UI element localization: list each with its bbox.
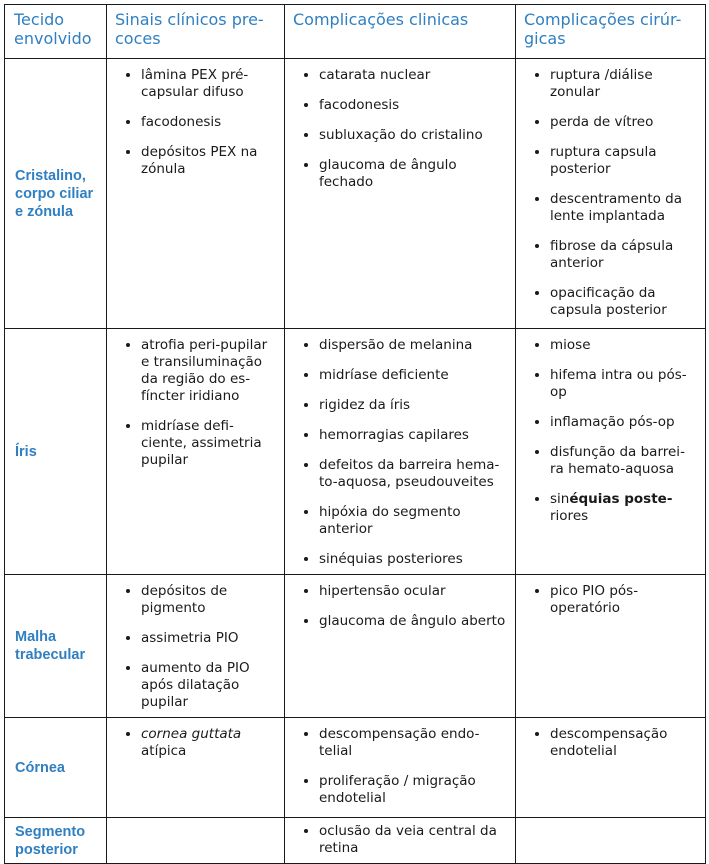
list-item: • disfunção da barrei-ra hemato-aquosa [550, 444, 697, 478]
list-item: • descompensação endotelial [550, 726, 697, 760]
signs-cell [107, 718, 285, 818]
list-item: • aumento da PIO após dilatação pupilar [141, 660, 276, 711]
pex-complications-table [4, 4, 706, 864]
list-item: • depósitos de pigmento [141, 583, 276, 617]
list-item: • perda de vítreo [550, 114, 697, 131]
list-item: • oclusão da veia central da retina [319, 823, 507, 857]
list-item: • glaucoma de ângulo aberto [319, 613, 507, 630]
list-item-rest: atípica [141, 743, 187, 759]
signs-cell [107, 329, 285, 575]
list-item: • atrofia peri-pupilar e transiluminação da região do es-fíncter iridiano [141, 337, 276, 405]
list-item: • midríase defi-ciente, assimetria pupilar [141, 418, 276, 469]
list-item-rest: riores [550, 508, 589, 524]
header-clinical-complications: Complicações clinicas [285, 5, 516, 59]
signs-cell [107, 818, 285, 864]
header-row [5, 5, 706, 59]
list-item: • miose [550, 337, 697, 354]
list-item: • sinéquias posteriores [319, 551, 507, 568]
signs-cell [107, 575, 285, 718]
list-item: • hipertensão ocular [319, 583, 507, 600]
list-item-italic: cornea guttata [141, 726, 242, 742]
list-item: • ruptura capsula posterior [550, 144, 697, 178]
tissue-cell: Íris [5, 329, 107, 575]
surgical-cell [516, 329, 706, 575]
list-item: • facodonesis [319, 97, 507, 114]
tissue-cell: Córnea [5, 718, 107, 818]
clinical-cell [285, 329, 516, 575]
list-item: • midríase deficiente [319, 367, 507, 384]
list-item: • descentramento da lente implantada [550, 191, 697, 225]
list-item-bold: équias poste- [569, 491, 673, 507]
list-item: • depósitos PEX na zónula [141, 144, 276, 178]
list-item: • ruptura /diálise zonular [550, 67, 697, 101]
list-item: • facodonesis [141, 114, 276, 131]
surgical-cell [516, 575, 706, 718]
list-item: • hemorragias capilares [319, 427, 507, 444]
list-item: • subluxação do cristalino [319, 127, 507, 144]
header-tissue: Tecido envolvido [5, 5, 107, 59]
list-item: • lâmina PEX pré-capsular difuso [141, 67, 276, 101]
list-item: • assimetria PIO [141, 630, 276, 647]
clinical-cell [285, 718, 516, 818]
table-row [5, 575, 706, 718]
table-row [5, 718, 706, 818]
list-item: • fibrose da cápsula anterior [550, 238, 697, 272]
list-item: • pico PIO pós-operatório [550, 583, 697, 617]
list-item: • defeitos da barreira hema-to-aquosa, pseudouveites [319, 457, 507, 491]
tissue-cell: Segmento posterior [5, 818, 107, 864]
surgical-cell [516, 818, 706, 864]
signs-cell [107, 59, 285, 329]
list-item: • catarata nuclear [319, 67, 507, 84]
list-item: • proliferação / migração endotelial [319, 773, 507, 807]
list-item [550, 491, 697, 525]
tissue-cell: Malha trabecular [5, 575, 107, 718]
clinical-cell [285, 575, 516, 718]
table-row [5, 59, 706, 329]
list-item-prefix: sin [550, 491, 570, 507]
list-item: • descompensação endo-telial [319, 726, 507, 760]
table-row [5, 818, 706, 864]
list-item: • hifema intra ou pós-op [550, 367, 697, 401]
list-item: • dispersão de melanina [319, 337, 507, 354]
surgical-cell [516, 718, 706, 818]
list-item: • glaucoma de ângulo fechado [319, 157, 507, 191]
clinical-cell [285, 818, 516, 864]
list-item [141, 726, 276, 760]
list-item: • inflamação pós-op [550, 414, 697, 431]
header-surgical-complications: Complicações cirúr-gicas [516, 5, 706, 59]
header-early-signs: Sinais clínicos pre-coces [107, 5, 285, 59]
clinical-cell [285, 59, 516, 329]
table-row [5, 329, 706, 575]
list-item: • opacificação da capsula posterior [550, 285, 697, 319]
list-item: • rigidez da íris [319, 397, 507, 414]
tissue-cell: Cristalino, corpo ciliar e zónula [5, 59, 107, 329]
surgical-cell [516, 59, 706, 329]
list-item: • hipóxia do segmento anterior [319, 504, 507, 538]
